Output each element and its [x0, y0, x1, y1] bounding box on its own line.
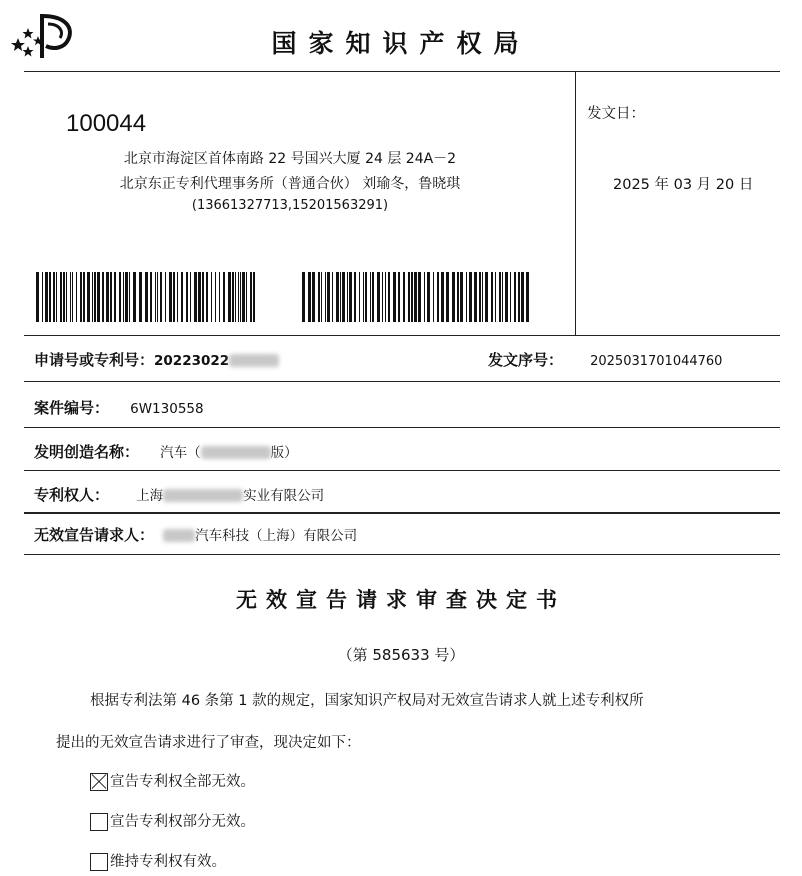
barcode-bar [45, 272, 48, 322]
app-no-row [34, 349, 279, 370]
barcode-bar [502, 272, 503, 322]
barcode-bar [327, 272, 330, 322]
requester-label: 无效宣告请求人： [34, 526, 155, 544]
agency-title: 国家知识产权局 [271, 29, 531, 58]
barcode-bar [250, 272, 252, 322]
dispatch-date-label: 发文日： [587, 106, 645, 122]
barcode-bar [302, 272, 305, 322]
barcode-bar [427, 272, 430, 322]
barcode-bar [469, 272, 472, 322]
divider [24, 554, 780, 555]
barcode-bar [87, 272, 90, 322]
barcode-bar [70, 272, 71, 322]
postcode: 100044 [66, 110, 147, 137]
barcode-bar [441, 272, 444, 322]
barcode-bar [363, 272, 364, 322]
barcode-bar [349, 272, 352, 322]
barcode-bar [119, 272, 121, 322]
redaction [163, 489, 243, 502]
barcode-bar [342, 272, 345, 322]
divider [24, 512, 780, 514]
header-divider [24, 71, 780, 72]
barcode-bar [235, 272, 236, 322]
barcode-bar [92, 272, 93, 322]
barcode-bar [514, 272, 516, 322]
checkbox-maintain-valid [90, 853, 108, 871]
barcode-bar [215, 272, 216, 322]
barcode-bar [253, 272, 255, 322]
barcode-bar [36, 272, 39, 322]
barcode-bar [123, 272, 124, 322]
barcode-bar [133, 272, 136, 322]
case-label: 案件编号： [34, 399, 110, 417]
barcode-bar [60, 272, 62, 322]
barcode-bar [325, 272, 326, 322]
barcode-bar [157, 272, 158, 322]
barcode-left [36, 272, 258, 322]
barcode-bar [424, 272, 425, 322]
barcode-bar [150, 272, 152, 322]
barcode-bar [393, 272, 396, 322]
barcode-bar [242, 272, 245, 322]
barcode-bar [240, 272, 241, 322]
barcode-bar [72, 272, 73, 322]
redaction [229, 354, 279, 367]
barcode-bar [321, 272, 322, 322]
barcode-bar [466, 272, 467, 322]
redaction [201, 446, 271, 459]
barcode-bar [408, 272, 410, 322]
requester-suffix: 汽车科技（上海）有限公司 [195, 528, 358, 544]
barcode-bar [238, 272, 239, 322]
barcode-bar [372, 272, 374, 322]
barcode-bar [63, 272, 65, 322]
barcode-bar [198, 272, 201, 322]
barcode-bar [246, 272, 247, 322]
barcode-bar [206, 272, 208, 322]
barcode-bar [228, 272, 231, 322]
decision-paragraph-line-2: 提出的无效宣告请求进行了审查，现决定如下： [56, 735, 361, 751]
serial-label: 发文序号： [488, 351, 564, 369]
barcode-bar [518, 272, 520, 322]
recipient-address: 北京市海淀区首体南路 22 号国兴大厦 24 层 24A－2 [123, 151, 457, 167]
barcode-bar [139, 272, 142, 322]
barcode-bar [510, 272, 511, 322]
barcode-bar [114, 272, 116, 322]
barcode-bar [414, 272, 417, 322]
barcode-bar [495, 272, 496, 322]
barcode-bar [457, 272, 459, 322]
owner-label: 专利权人： [34, 486, 110, 504]
barcode-bar [129, 272, 130, 322]
serial-row [488, 349, 722, 370]
barcode-bar [165, 272, 166, 322]
barcode-bar [370, 272, 371, 322]
recipient-phones: (13661327713,15201563291) [191, 198, 389, 213]
barcode-bar [354, 272, 356, 322]
invention-name-label: 发明创造名称： [34, 443, 140, 461]
dispatch-date: 2025 年 03 月 20 日 [613, 177, 754, 193]
checkbox-invalid-all [90, 773, 108, 791]
divider [24, 335, 780, 336]
option-invalid-all [90, 770, 255, 791]
barcode-bar [223, 272, 225, 322]
divider [24, 427, 780, 428]
barcode-bar [181, 272, 183, 322]
barcode-bar [110, 272, 112, 322]
barcode-bar [336, 272, 339, 322]
address-divider [575, 71, 576, 335]
barcode-bar [403, 272, 405, 322]
owner-prefix: 上海 [136, 488, 164, 504]
invention-name-prefix: 汽车（ [160, 445, 201, 461]
barcode-bar [382, 272, 383, 322]
option-label: 宣告专利权全部无效。 [110, 774, 255, 790]
barcode-bar [160, 272, 162, 322]
barcode-bar [80, 272, 82, 322]
barcode-bar [232, 272, 234, 322]
option-invalid-partial [90, 810, 255, 831]
barcode-bar [446, 272, 449, 322]
app-no-label: 申请号或专利号： [34, 351, 155, 369]
invention-name-row [34, 441, 298, 462]
barcode-bar [377, 272, 380, 322]
barcode-bar [479, 272, 481, 322]
barcode-bar [94, 272, 96, 322]
barcode-bar [388, 272, 390, 322]
divider [24, 470, 780, 471]
barcode-right [302, 272, 532, 322]
decision-title: 无效宣告请求审查决定书 [236, 587, 566, 612]
barcode-bar [106, 272, 109, 322]
case-row [34, 397, 204, 418]
barcode-bar [49, 272, 51, 322]
barcode-bar [332, 272, 333, 322]
barcode-bar [194, 272, 197, 322]
barcode-bar [66, 272, 67, 322]
invention-name-suffix: 版） [270, 445, 298, 461]
barcode-bar [385, 272, 386, 322]
case-value: 6W130558 [130, 401, 204, 417]
decision-paragraph-line-1: 根据专利法第 46 条第 1 款的规定，国家知识产权局对无效宣告请求人就上述专利权所 [90, 693, 644, 709]
barcode-bar [485, 272, 488, 322]
barcode-bar [365, 272, 368, 322]
barcode-bar [318, 272, 320, 322]
barcode-bar [359, 272, 360, 322]
requester-row [34, 524, 357, 545]
barcode-bar [347, 272, 348, 322]
barcode-bar [56, 272, 57, 322]
barcode-bar [411, 272, 413, 322]
barcode-bar [433, 272, 434, 322]
barcode-bar [505, 272, 508, 322]
owner-suffix: 实业有限公司 [243, 488, 325, 504]
barcode-bar [211, 272, 212, 322]
barcode-bar [437, 272, 439, 322]
owner-row [34, 484, 324, 505]
barcode-bar [219, 272, 220, 322]
recipient-agency: 北京东正专利代理事务所（普通合伙） 刘瑜冬，鲁晓琪 [119, 176, 461, 192]
barcode-bar [340, 272, 341, 322]
option-label: 维持专利权有效。 [110, 854, 226, 870]
divider [24, 381, 780, 382]
barcode-bar [418, 272, 421, 322]
barcode-bar [186, 272, 188, 322]
barcode-bar [169, 272, 172, 322]
app-no-value: 20223022 [154, 353, 230, 369]
barcode-bar [155, 272, 156, 322]
decision-number: （第 585633 号） [337, 646, 465, 664]
barcode-bar [102, 272, 104, 322]
checkbox-invalid-partial [90, 813, 108, 831]
barcode-bar [42, 272, 43, 322]
barcode-bar [499, 272, 501, 322]
barcode-bar [202, 272, 204, 322]
barcode-bar [482, 272, 483, 322]
redaction [163, 529, 195, 542]
barcode-bar [312, 272, 315, 322]
barcode-bar [474, 272, 477, 322]
barcode-bar [125, 272, 128, 322]
barcode-bar [76, 272, 77, 322]
barcode-bar [173, 272, 175, 322]
barcode-bar [491, 272, 494, 322]
barcode-bar [452, 272, 455, 322]
option-maintain-valid [90, 850, 226, 871]
barcode-bar [398, 272, 400, 322]
barcode-bar [190, 272, 191, 322]
barcode-bar [526, 272, 529, 322]
barcode-bar [145, 272, 148, 322]
serial-value: 2025031701044760 [590, 354, 723, 369]
barcode-bar [83, 272, 85, 322]
barcode-bar [97, 272, 100, 322]
barcode-bar [521, 272, 524, 322]
barcode-bar [308, 272, 311, 322]
barcode-bar [177, 272, 178, 322]
barcode-bar [53, 272, 55, 322]
option-label: 宣告专利权部分无效。 [110, 814, 255, 830]
barcode-bar [460, 272, 463, 322]
